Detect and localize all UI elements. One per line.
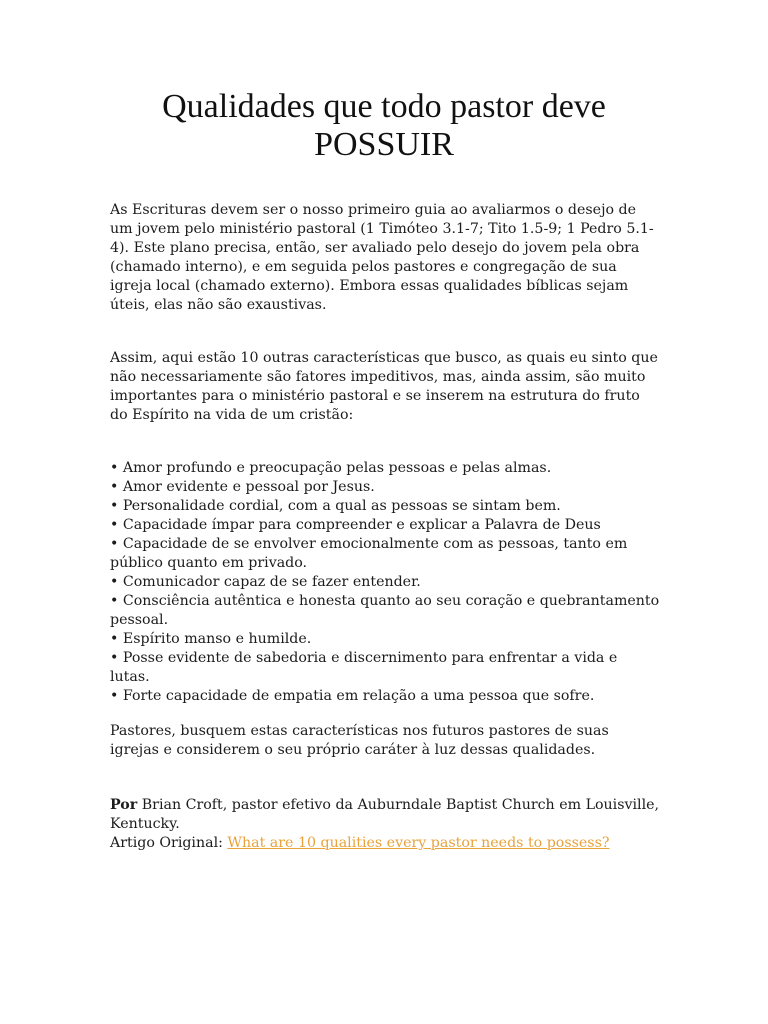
list-item: • Amor profundo e preocupação pelas pessoas e pelas almas. (110, 460, 552, 476)
list-item: • Posse evidente de sabedoria e discernimento para enfrentar a vida e lutas. (110, 650, 618, 685)
list-item: • Espírito manso e humilde. (110, 631, 312, 647)
list-item: • Forte capacidade de empatia em relação a uma pessoa que sofre. (110, 688, 595, 704)
characteristics-intro-paragraph: Assim, aqui estão 10 outras características que busco, as quais eu sinto que não necessariamente são fatores impeditivos, mas, ainda assim, são muito importantes para o ministério pastoral e se inserem na estrutura do fruto do Espírito na vida de um cristão: (110, 350, 658, 423)
title-line-2: POSSUIR (314, 126, 454, 163)
closing-paragraph: Pastores, busquem estas características nos futuros pastores de suas igrejas e considerem o seu próprio caráter à luz dessas qualidades. (110, 723, 609, 758)
title-line-1: Qualidades que todo pastor deve (162, 88, 606, 125)
list-item: • Capacidade ímpar para compreender e explicar a Palavra de Deus (110, 517, 601, 533)
qualities-list (110, 459, 660, 706)
list-item: • Amor evidente e pessoal por Jesus. (110, 479, 375, 495)
list-item: • Comunicador capaz de se fazer entender. (110, 574, 421, 590)
list-item: • Consciência autêntica e honesta quanto ao seu coração e quebrantamento pessoal. (110, 593, 660, 628)
page-title (110, 88, 658, 164)
credit-label: Por (110, 797, 138, 813)
credit-text: Brian Croft, pastor efetivo da Auburndale Baptist Church em Louisville, Kentucky. (110, 797, 660, 832)
list-item: • Capacidade de se envolver emocionalmente com as pessoas, tanto em público quanto em privado. (110, 536, 628, 571)
original-article-link[interactable]: What are 10 qualities every pastor needs to possess? (227, 835, 610, 851)
intro-paragraph: As Escrituras devem ser o nosso primeiro guia ao avaliarmos o desejo de um jovem pelo ministério pastoral (1 Timóteo 3.1-7; Tito 1.5-9; 1 Pedro 5.1-4). Este plano precisa, então, ser avaliado pelo desejo do jovem pela obra (chamado interno), e em seguida pelos pastores e congregação de sua igreja local (chamado externo). Embora essas qualidades bíblicas sejam úteis, elas não são exaustivas. (110, 202, 654, 313)
list-item: • Personalidade cordial, com a qual as pessoas se sintam bem. (110, 498, 561, 514)
original-article (110, 834, 660, 853)
author-credit (110, 796, 660, 834)
original-label: Artigo Original: (110, 835, 228, 851)
